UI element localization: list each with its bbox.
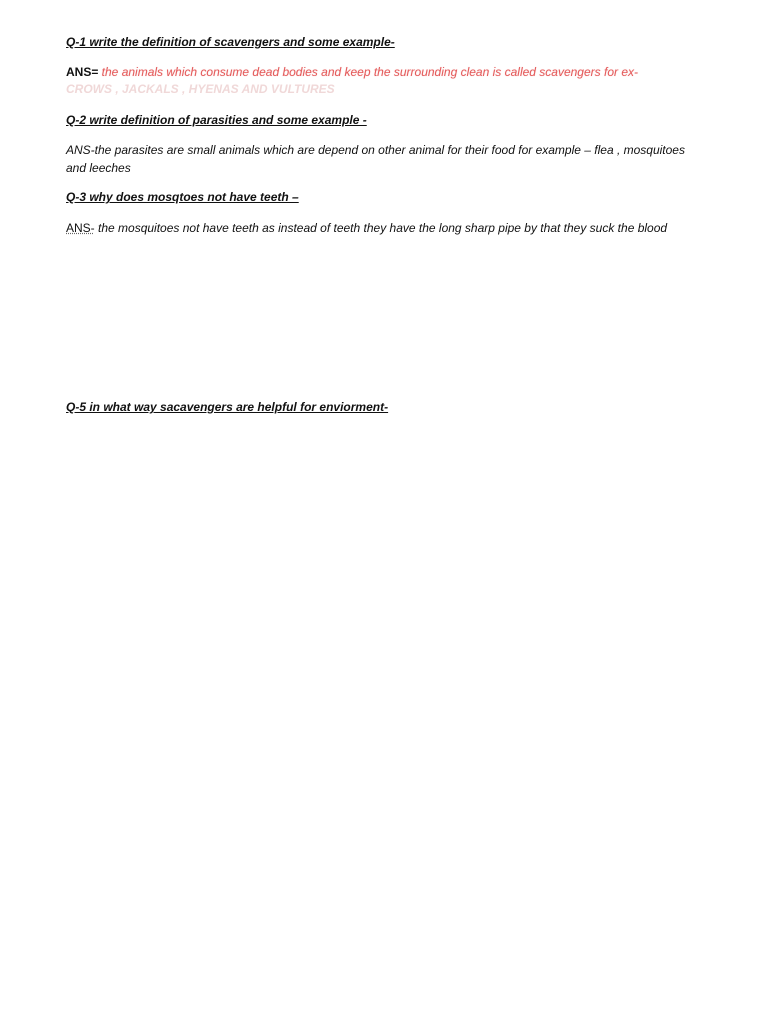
answer-3 <box>66 219 686 237</box>
question-3: Q-3 why does mosqtoes not have teeth – <box>66 190 299 204</box>
answer-2: ANS-the parasites are small animals which are depend on other animal for their food for example – flea , mosquitoes and leeches <box>66 143 685 175</box>
answer-1-text: the animals which consume dead bodies and keep the surrounding clean is called scavengers for ex- <box>98 65 638 79</box>
question-2: Q-2 write definition of parasities and some example - <box>66 113 367 127</box>
answer-1-label: ANS= <box>66 65 99 79</box>
answer-3-label: ANS- <box>66 221 95 235</box>
answer-3-text: the mosquitoes not have teeth as instead of teeth they have the long sharp pipe by that they suck the blood <box>94 221 668 235</box>
answer-1-examples: CROWS , JACKALS , HYENAS AND VULTURES <box>66 82 335 96</box>
answer-1 <box>66 64 686 98</box>
question-5: Q-5 in what way sacavengers are helpful for enviorment- <box>66 400 389 414</box>
question-1: Q-1 write the definition of scavengers and some example- <box>66 35 395 49</box>
